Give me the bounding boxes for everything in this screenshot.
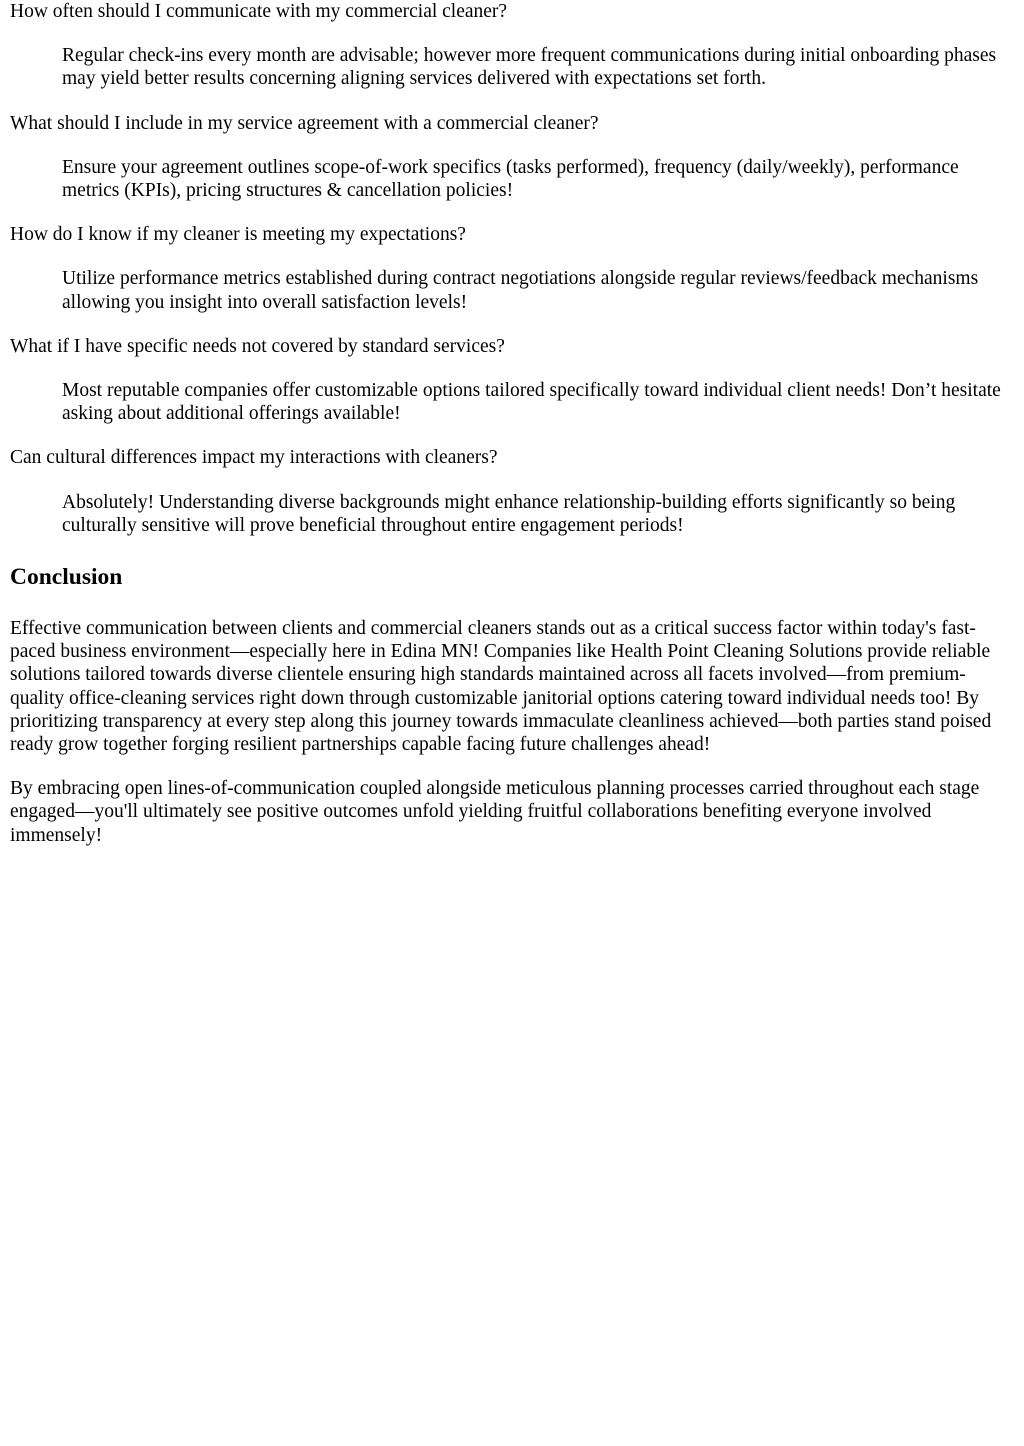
conclusion-paragraph: Effective communication between clients and commercial cleaners stands out as a critical success factor within today's fast-paced business environment—especially here in Edina MN! Companies like Health Point Cleaning Solutions provide reliable solutions tailored towards diverse clientele ensuring high standards maintained across all facets involved—from premium-quality office-cleaning services right down through customizable janitorial options catering toward individual needs too! By prioritizing transparency at every step along this journey towards immaculate cleanliness achieved—both parties stand poised ready grow together forging resilient partnerships capable facing future challenges ahead! xyxy=(10,618,992,756)
faq-answer: Most reputable companies offer customizable options tailored specifically toward individual client needs! Don’t hesitate asking about additional offerings available! xyxy=(62,380,1001,425)
faq-answer: Regular check-ins every month are advisable; however more frequent communications during initial onboarding phases may yield better results concerning aligning services delivered with expectations set forth. xyxy=(62,45,997,90)
faq-question: Can cultural differences impact my interactions with cleaners? xyxy=(10,447,498,469)
faq-question: What should I include in my service agreement with a commercial cleaner? xyxy=(10,112,599,134)
faq-question: What if I have specific needs not covered by standard services? xyxy=(10,335,505,357)
faq-answer: Absolutely! Understanding diverse backgrounds might enhance relationship-building efforts significantly so being culturally sensitive will prove beneficial throughout entire engagement periods! xyxy=(62,491,956,536)
faq-question: How do I know if my cleaner is meeting my expectations? xyxy=(10,224,466,246)
faq-answer: Ensure your agreement outlines scope-of-work specifics (tasks performed), frequency (daily/weekly), performance metrics (KPIs), pricing structures & cancellation policies! xyxy=(62,156,959,202)
faq-question: How often should I communicate with my commercial cleaner? xyxy=(10,1,508,22)
faq-list xyxy=(10,0,1016,537)
conclusion-paragraph: By embracing open lines-of-communication coupled alongside meticulous planning processes carried throughout each stage engaged—you'll ultimately see positive outcomes unfold yielding fruitful collaborations benefiting everyone involved immensely! xyxy=(10,778,980,846)
faq-answer: Utilize performance metrics established during contract negotiations alongside regular reviews/feedback mechanisms allowing you insight into overall satisfaction levels! xyxy=(62,268,979,313)
conclusion-heading: Conclusion xyxy=(10,564,123,591)
